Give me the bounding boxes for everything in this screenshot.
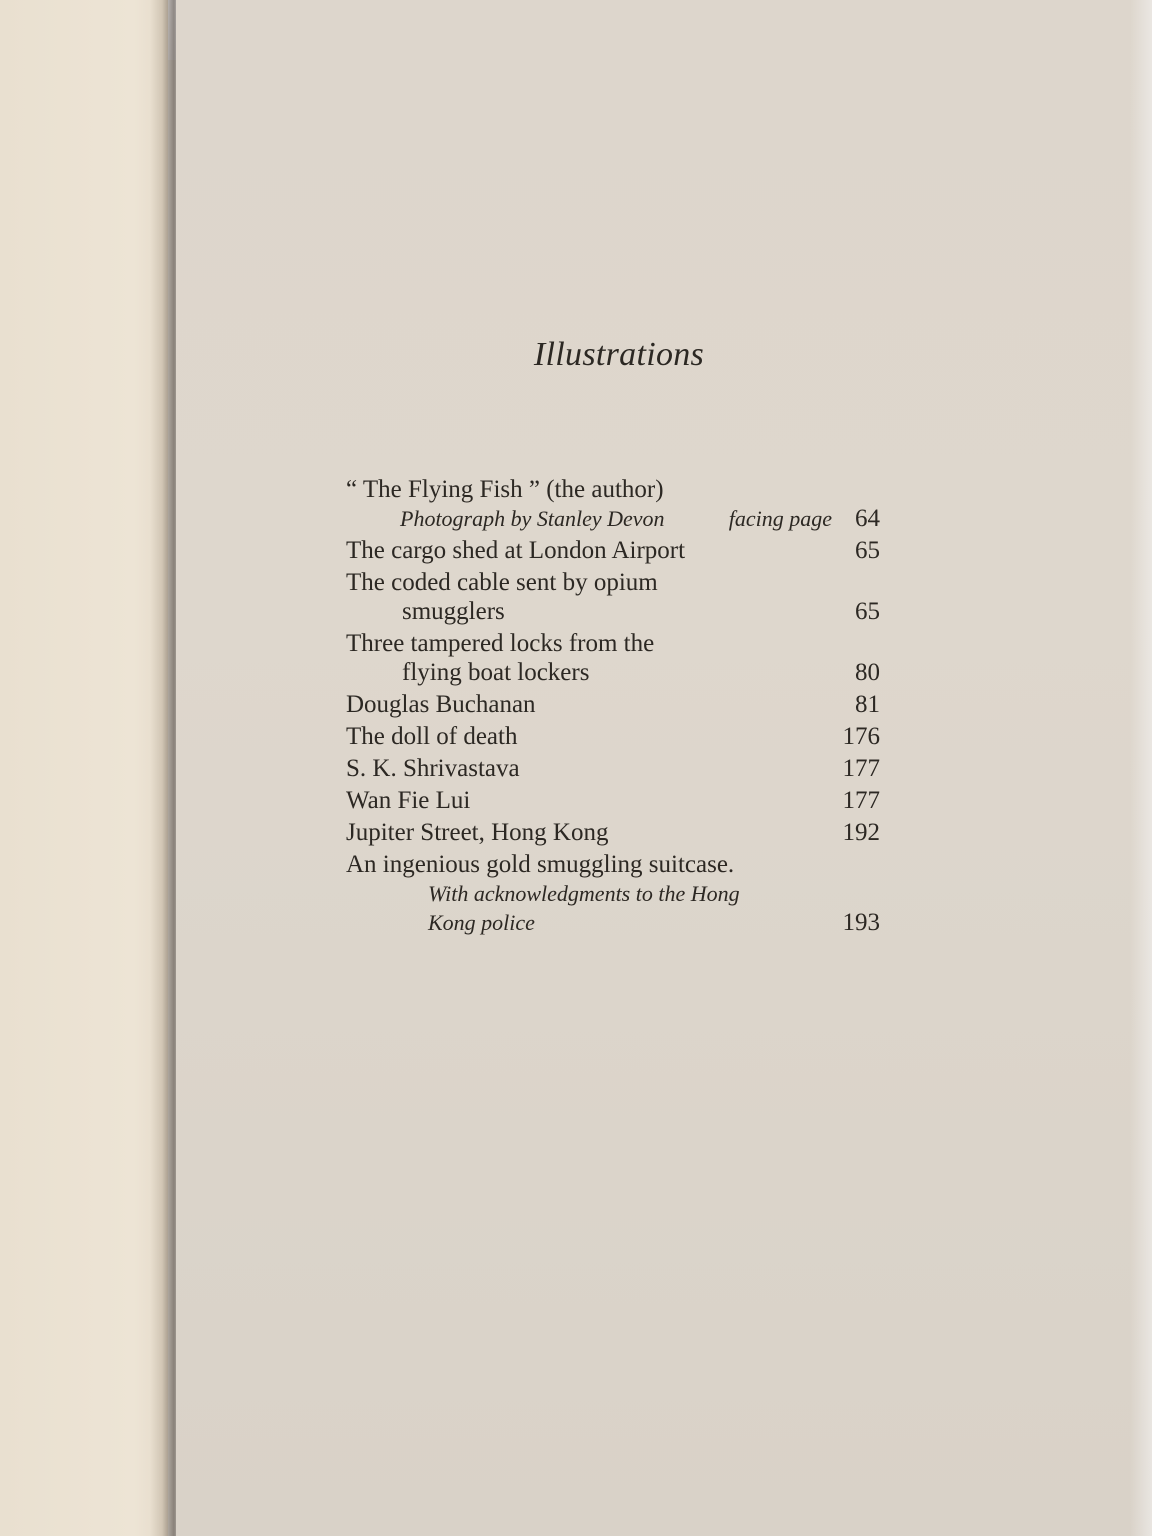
illustrations-list bbox=[346, 336, 886, 940]
entry-title-text: The doll of death bbox=[346, 723, 518, 750]
list-item bbox=[346, 786, 886, 815]
list-item bbox=[346, 568, 886, 626]
list-item bbox=[346, 690, 886, 719]
list-item bbox=[346, 850, 886, 937]
page-number: 65 bbox=[855, 598, 880, 625]
entry-title bbox=[346, 536, 886, 565]
entry-title-text: The cargo shed at London Airport bbox=[346, 537, 686, 564]
entry-credit: Kong police bbox=[428, 910, 535, 935]
entry-credit-line bbox=[346, 879, 886, 908]
entry-title-continued bbox=[346, 658, 886, 687]
entry-title-text: S. K. Shrivastava bbox=[346, 755, 520, 782]
page-number: 177 bbox=[842, 787, 880, 814]
list-item bbox=[346, 818, 886, 847]
facing-page-label: facing page bbox=[728, 506, 832, 531]
entry-title-text: Jupiter Street, Hong Kong bbox=[346, 819, 609, 846]
list-item bbox=[346, 722, 886, 751]
entry-title-text: flying boat lockers bbox=[402, 659, 590, 686]
page-number: 65 bbox=[855, 537, 880, 564]
list-item bbox=[346, 475, 886, 533]
page-number: 81 bbox=[855, 691, 880, 718]
entry-title bbox=[346, 690, 886, 719]
entry-title-text: Wan Fie Lui bbox=[346, 787, 471, 814]
page-edge bbox=[1130, 0, 1152, 1536]
entry-title bbox=[346, 754, 886, 783]
entry-title: Three tampered locks from the bbox=[346, 630, 655, 657]
entry-title: An ingenious gold smuggling suitcase. bbox=[346, 851, 735, 878]
entry-title-text: Douglas Buchanan bbox=[346, 691, 536, 718]
left-page bbox=[0, 0, 168, 1536]
list-item bbox=[346, 629, 886, 687]
entry-credit-line bbox=[346, 908, 886, 937]
entry-title-continued bbox=[346, 597, 886, 626]
entry-title bbox=[346, 786, 886, 815]
entry-credit-line bbox=[346, 504, 886, 533]
page-number: 80 bbox=[855, 659, 880, 686]
entry-credit: Photograph by Stanley Devon bbox=[400, 506, 665, 531]
entry-title: The coded cable sent by opium bbox=[346, 569, 658, 596]
page-number: 176 bbox=[842, 723, 880, 750]
list-item bbox=[346, 754, 886, 783]
page-number: 177 bbox=[842, 755, 880, 782]
entry-title bbox=[346, 722, 886, 751]
entry-title: “ The Flying Fish ” (the author) bbox=[346, 476, 664, 503]
entry-credit: With acknowledgments to the Hong bbox=[428, 881, 740, 906]
page-number: 64 bbox=[855, 505, 880, 532]
page-number: 193 bbox=[842, 909, 880, 936]
entry-title-text: smugglers bbox=[402, 598, 505, 625]
list-item bbox=[346, 536, 886, 565]
entry-title bbox=[346, 818, 886, 847]
page-number: 192 bbox=[842, 819, 880, 846]
page-heading: Illustrations bbox=[533, 336, 705, 373]
